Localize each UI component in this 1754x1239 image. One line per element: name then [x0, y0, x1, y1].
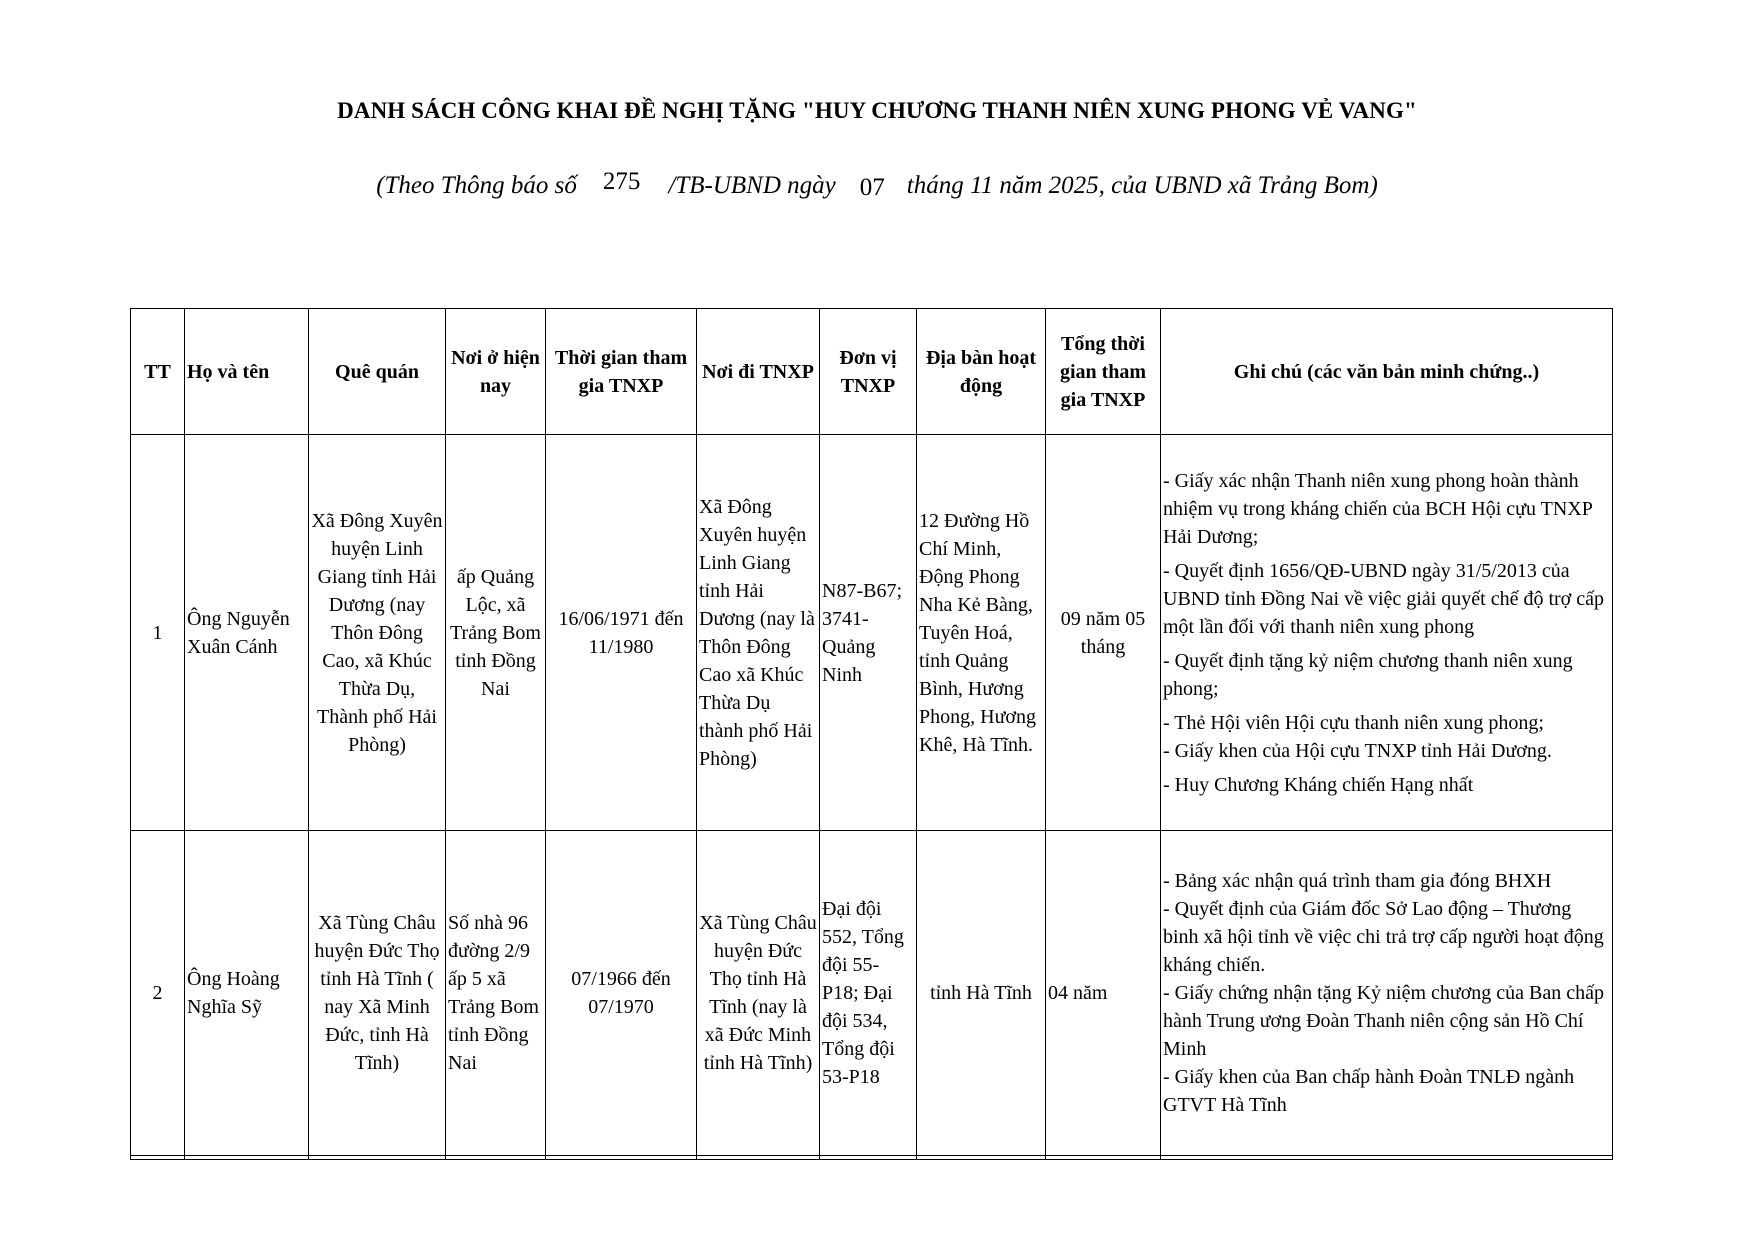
cell-residence: ấp Quảng Lộc, xã Trảng Bom tỉnh Đồng Nai	[446, 435, 546, 831]
header-unit: Đơn vị TNXP	[820, 309, 917, 435]
header-period: Thời gian tham gia TNXP	[546, 309, 697, 435]
filler-cell	[1161, 1156, 1613, 1160]
note-item: - Thẻ Hội viên Hội cựu thanh niên xung phong;	[1163, 711, 1544, 734]
notice-number: 275	[602, 168, 641, 195]
cell-name: Ông Hoàng Nghĩa Sỹ	[185, 831, 309, 1156]
document-subtitle	[0, 168, 1754, 201]
header-notes: Ghi chú (các văn bản minh chứng..)	[1161, 309, 1613, 435]
cell-name: Ông Nguyễn Xuân Cánh	[185, 435, 309, 831]
filler-cell	[446, 1156, 546, 1160]
header-total: Tổng thời gian tham gia TNXP	[1046, 309, 1161, 435]
cell-tt: 2	[131, 831, 185, 1156]
header-residence: Nơi ở hiện nay	[446, 309, 546, 435]
subtitle-part2: /TB-UBND ngày	[668, 172, 836, 199]
note-item: - Bảng xác nhận quá trình tham gia đóng BHXH	[1163, 870, 1552, 892]
cell-notes	[1161, 831, 1613, 1156]
cell-notes	[1161, 435, 1613, 831]
subtitle-part3: tháng 11 năm 2025, của UBND xã Trảng Bom)	[906, 172, 1378, 199]
cell-departure: Xã Đông Xuyên huyện Linh Giang tỉnh Hải Dương (nay là Thôn Đông Cao xã Khúc Thừa Dụ thành phố Hải Phòng)	[697, 435, 820, 831]
header-area: Địa bàn hoạt động	[917, 309, 1046, 435]
table-filler-row	[131, 1156, 1613, 1160]
cell-hometown: Xã Đông Xuyên huyện Linh Giang tỉnh Hải Dương (nay Thôn Đông Cao, xã Khúc Thừa Dụ, Thành phố Hải Phòng)	[309, 435, 446, 831]
table-row	[131, 435, 1613, 831]
cell-area: 12 Đường Hồ Chí Minh, Động Phong Nha Kẻ Bàng, Tuyên Hoá, tỉnh Quảng Bình, Hương Phong, Hương Khê, Hà Tĩnh.	[917, 435, 1046, 831]
note-item: - Giấy khen của Hội cựu TNXP tỉnh Hải Dương.	[1163, 739, 1552, 762]
header-departure: Nơi đi TNXP	[697, 309, 820, 435]
cell-total: 09 năm 05 tháng	[1046, 435, 1161, 831]
cell-area: tỉnh Hà Tĩnh	[917, 831, 1046, 1156]
note-item: - Giấy khen của Ban chấp hành Đoàn TNLĐ ngành GTVT Hà Tĩnh	[1163, 1066, 1575, 1116]
nominee-table	[130, 308, 1613, 1160]
note-item: - Giấy xác nhận Thanh niên xung phong hoàn thành nhiệm vụ trong kháng chiến của BCH Hội cựu TNXP Hải Dương;	[1163, 469, 1593, 548]
cell-unit: N87-B67; 3741- Quảng Ninh	[820, 435, 917, 831]
note-item: - Giấy chứng nhận tặng Kỷ niệm chương của Ban chấp hành Trung ương Đoàn Thanh niên cộng sản Hồ Chí Minh	[1163, 982, 1605, 1060]
cell-departure: Xã Tùng Châu huyện Đức Thọ tỉnh Hà Tĩnh (nay là xã Đức Minh tỉnh Hà Tĩnh)	[697, 831, 820, 1156]
table-row	[131, 831, 1613, 1156]
cell-period: 07/1966 đến 07/1970	[546, 831, 697, 1156]
cell-residence: Số nhà 96 đường 2/9 ấp 5 xã Trảng Bom tỉnh Đồng Nai	[446, 831, 546, 1156]
note-item: - Huy Chương Kháng chiến Hạng nhất	[1163, 773, 1474, 796]
document-title: DANH SÁCH CÔNG KHAI ĐỀ NGHỊ TẶNG "HUY CHƯƠNG THANH NIÊN XUNG PHONG VẺ VANG"	[337, 98, 1417, 123]
header-hometown: Quê quán	[309, 309, 446, 435]
notice-day: 07	[859, 174, 885, 201]
header-name: Họ và tên	[185, 309, 309, 435]
table-header-row	[131, 309, 1613, 435]
header-tt: TT	[131, 309, 185, 435]
filler-cell	[1046, 1156, 1161, 1160]
cell-period: 16/06/1971 đến 11/1980	[546, 435, 697, 831]
filler-cell	[131, 1156, 185, 1160]
note-item: - Quyết định của Giám đốc Sở Lao động – Thương binh xã hội tỉnh về việc chi trả trợ cấp người hoạt động kháng chiến.	[1163, 898, 1604, 976]
filler-cell	[546, 1156, 697, 1160]
note-item: - Quyết định tặng kỷ niệm chương thanh niên xung phong;	[1163, 649, 1573, 700]
note-item: - Quyết định 1656/QĐ-UBND ngày 31/5/2013 của UBND tỉnh Đồng Nai về việc giải quyết chế độ trợ cấp một lần đối với thanh niên xung phong	[1163, 559, 1605, 638]
cell-unit: Đại đội 552, Tổng đội 55-P18; Đại đội 534, Tổng đội 53-P18	[820, 831, 917, 1156]
cell-tt: 1	[131, 435, 185, 831]
filler-cell	[309, 1156, 446, 1160]
filler-cell	[185, 1156, 309, 1160]
filler-cell	[917, 1156, 1046, 1160]
filler-cell	[820, 1156, 917, 1160]
subtitle-part1: (Theo Thông báo số	[376, 172, 577, 199]
cell-total: 04 năm	[1046, 831, 1161, 1156]
filler-cell	[697, 1156, 820, 1160]
cell-hometown: Xã Tùng Châu huyện Đức Thọ tỉnh Hà Tĩnh ( nay Xã Minh Đức, tỉnh Hà Tĩnh)	[309, 831, 446, 1156]
